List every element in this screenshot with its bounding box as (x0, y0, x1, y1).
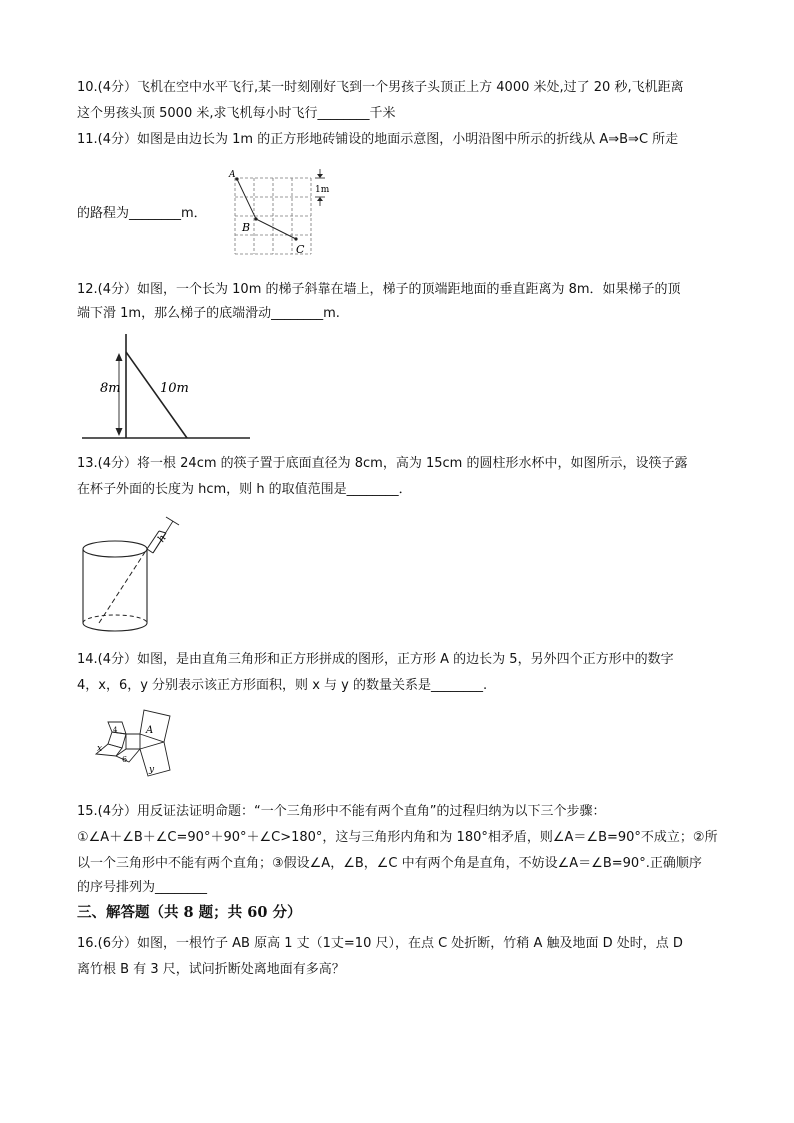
q12-label-height: 8m (100, 381, 121, 396)
q14-label-x: x (97, 744, 103, 754)
q13-line-2: 在杯子外面的长度为 hcm，则 h 的取值范围是________． (77, 482, 412, 497)
q13-cylinder-figure (75, 505, 190, 640)
q15-line-2: ①∠A＋∠B＋∠C=90°＋90°＋∠C>180°，这与三角形内角和为 180°相矛盾，则∠A＝∠B=90°不成立；②所 (77, 830, 718, 845)
q11-grid-figure (225, 165, 335, 260)
q14-line-1: 14.(4分）如图，是由直角三角形和正方形拼成的图形，正方形 A 的边长为 5，另外四个正方形中的数字 (77, 652, 674, 667)
q12-ladder-figure (80, 328, 255, 443)
q15-line-4: 的序号排列为________ (77, 880, 208, 895)
q11-label-b: B (242, 221, 251, 234)
q12-line-2: 端下滑 1m，那么梯子的底端滑动________m. (77, 306, 340, 321)
q14-label-a: A (146, 725, 154, 736)
q11-label-c: C (296, 243, 305, 256)
q14-squares-figure (86, 702, 186, 787)
q11-label-unit: 1m (315, 185, 330, 195)
q16-line-1: 16.(6分）如图，一根竹子 AB 原高 1 丈（1丈=10 尺），在点 C 处折断，竹稍 A 触及地面 D 处时，点 D (77, 936, 683, 951)
q14-line-2: 4，x，6，y 分别表示该正方形面积，则 x 与 y 的数量关系是________. (77, 678, 488, 693)
q16-line-2: 离竹根 B 有 3 尺，试问折断处离地面有多高？ (77, 962, 345, 977)
q10-line-2: 这个男孩头顶 5000 米,求飞机每小时飞行________千米 (77, 106, 396, 121)
q14-label-4: 4 (113, 726, 118, 734)
q11-line-1: 11.(4分）如图是由边长为 1m 的正方形地砖铺设的地面示意图，小明沿图中所示的折线从 A⇒B⇒C 所走 (77, 132, 679, 147)
section-3-title: 三、解答题（共 8 题；共 60 分） (77, 904, 302, 921)
q11-line-2: 的路程为________m． (77, 206, 207, 221)
q14-label-6: 6 (122, 755, 128, 764)
q13-line-1: 13.(4分）将一根 24cm 的筷子置于底面直径为 8cm，高为 15cm 的圆柱形水杯中，如图所示，设筷子露 (77, 456, 688, 471)
q10-line-1: 10.(4分）飞机在空中水平飞行,某一时刻刚好飞到一个男孩子头顶正上方 4000 米处,过了 20 秒,飞机距离 (77, 80, 684, 95)
q11-label-a: A (229, 170, 236, 180)
q14-label-y: y (149, 765, 155, 775)
q12-line-1: 12.(4分）如图，一个长为 10m 的梯子斜靠在墙上，梯子的顶端距地面的垂直距离为 8m．如果梯子的顶 (77, 282, 681, 297)
q15-line-3: 以一个三角形中不能有两个直角；③假设∠A，∠B，∠C 中有两个角是直角，不妨设∠A＝∠B=90°.正确顺序 (77, 856, 702, 871)
q13-label-h: h (156, 532, 169, 545)
q12-label-ladder: 10m (160, 381, 189, 396)
q15-line-1: 15.(4分）用反证法证明命题：“一个三角形中不能有两个直角”的过程归纳为以下三个步骤： (77, 804, 606, 819)
